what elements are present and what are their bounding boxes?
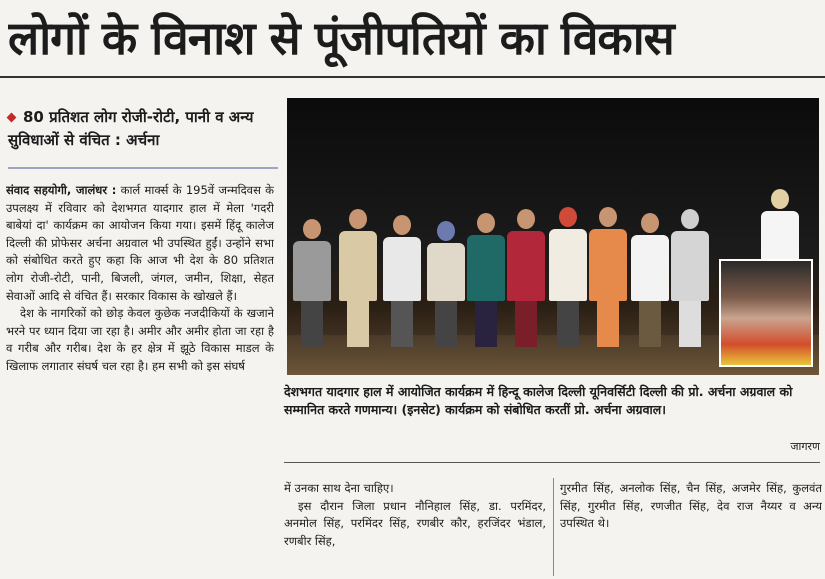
top-rule — [0, 76, 825, 78]
middle-line-1: में उनका साथ देना चाहिए। — [284, 481, 394, 495]
bullet-diamond-icon — [7, 113, 17, 123]
event-photo — [287, 98, 819, 375]
left-column — [6, 182, 274, 576]
subheadline — [8, 106, 278, 152]
inset-photo — [719, 259, 813, 367]
photo-person — [507, 209, 545, 347]
column-separator — [553, 478, 554, 576]
photo-caption: देशभगत यादगार हाल में आयोजित कार्यक्रम में हिन्दू कालेज दिल्ली यूनिवर्सिटी दिल्ली की प्रो. अर्चना अग्रवाल को सम्मानित करते गणमान्य। (इनसेट) कार्यक्रम को संबोधित करतीं प्रो. अर्चना अग्रवाल। — [284, 384, 793, 417]
photo-person — [671, 209, 709, 347]
paragraph-1 — [6, 182, 274, 305]
photo-source: जागरण — [790, 440, 820, 453]
photo-person — [549, 207, 587, 347]
paragraph-2: देश के नागरिकों को छोड़ केवल कुछेक नजदीकियों के खजाने भरने पर ध्यान दिया जा रहा है। अमीर और अमीर होता जा रहा है व गरीब और गरीब। देश के हर क्षेत्र में झूठे विकास माडल के खिलाफ लगातार संघर्ष चल रहा है। हम सभी को इस संघर्ष — [6, 306, 274, 373]
paragraph-1-text: कार्ल मार्क्स के 195वें जन्मदिवस के उपलक्ष्य में रविवार को देशभगत यादगार हाल में मेला 'गदरी बाबेयां दा' कार्यक्रम का आयोजन किया गया। इसमें हिंदू कालेज दिल्ली की प्रोफेसर अर्चना अग्रवाल भी उपस्थित हुईं। उन्होंने सभा को संबोधित करते हुए कहा कि आज भी देश के 80 प्रतिशत लोग रोजी-रोटी, पानी, बिजली, जंगल, जमीन, शिक्षा, सेहत सेवाओं आदि से वंचित हैं। सरकार विकास के खोखले हैं। — [6, 183, 274, 303]
middle-paragraph: इस दौरान जिला प्रधान नौनिहाल सिंह, डा. परमिंदर, अनमोल सिंह, परमिंदर सिंह, रणबीर कौर, हरजिंदर भंडाल, रणबीर सिंह, — [284, 498, 546, 548]
byline: संवाद सहयोगी, जालंधर : — [6, 183, 117, 197]
photo-person — [339, 209, 377, 347]
subheadline-rule — [8, 167, 278, 169]
middle-column — [284, 480, 546, 576]
subheadline-text: 80 प्रतिशत लोग रोजी-रोटी, पानी व अन्य सुविधाओं से वंचित : अर्चना — [8, 108, 254, 149]
photo-person — [467, 213, 505, 347]
headline: लोगों के विनाश से पूंजीपतियों का विकास — [8, 11, 674, 65]
right-paragraph: गुरमीत सिंह, अनलोक सिंह, चैन सिंह, अजमेर सिंह, कुलवंत सिंह, गुरमीत सिंह, रणजीत सिंह, देव राज नैय्यर व अन्य उपस्थित थे। — [560, 481, 822, 531]
caption-rule — [284, 462, 820, 463]
photo-person — [631, 213, 669, 347]
photo-person — [589, 207, 627, 347]
photo-person — [293, 219, 331, 347]
photo-person — [427, 221, 465, 347]
right-column — [560, 480, 822, 576]
photo-person — [383, 215, 421, 347]
